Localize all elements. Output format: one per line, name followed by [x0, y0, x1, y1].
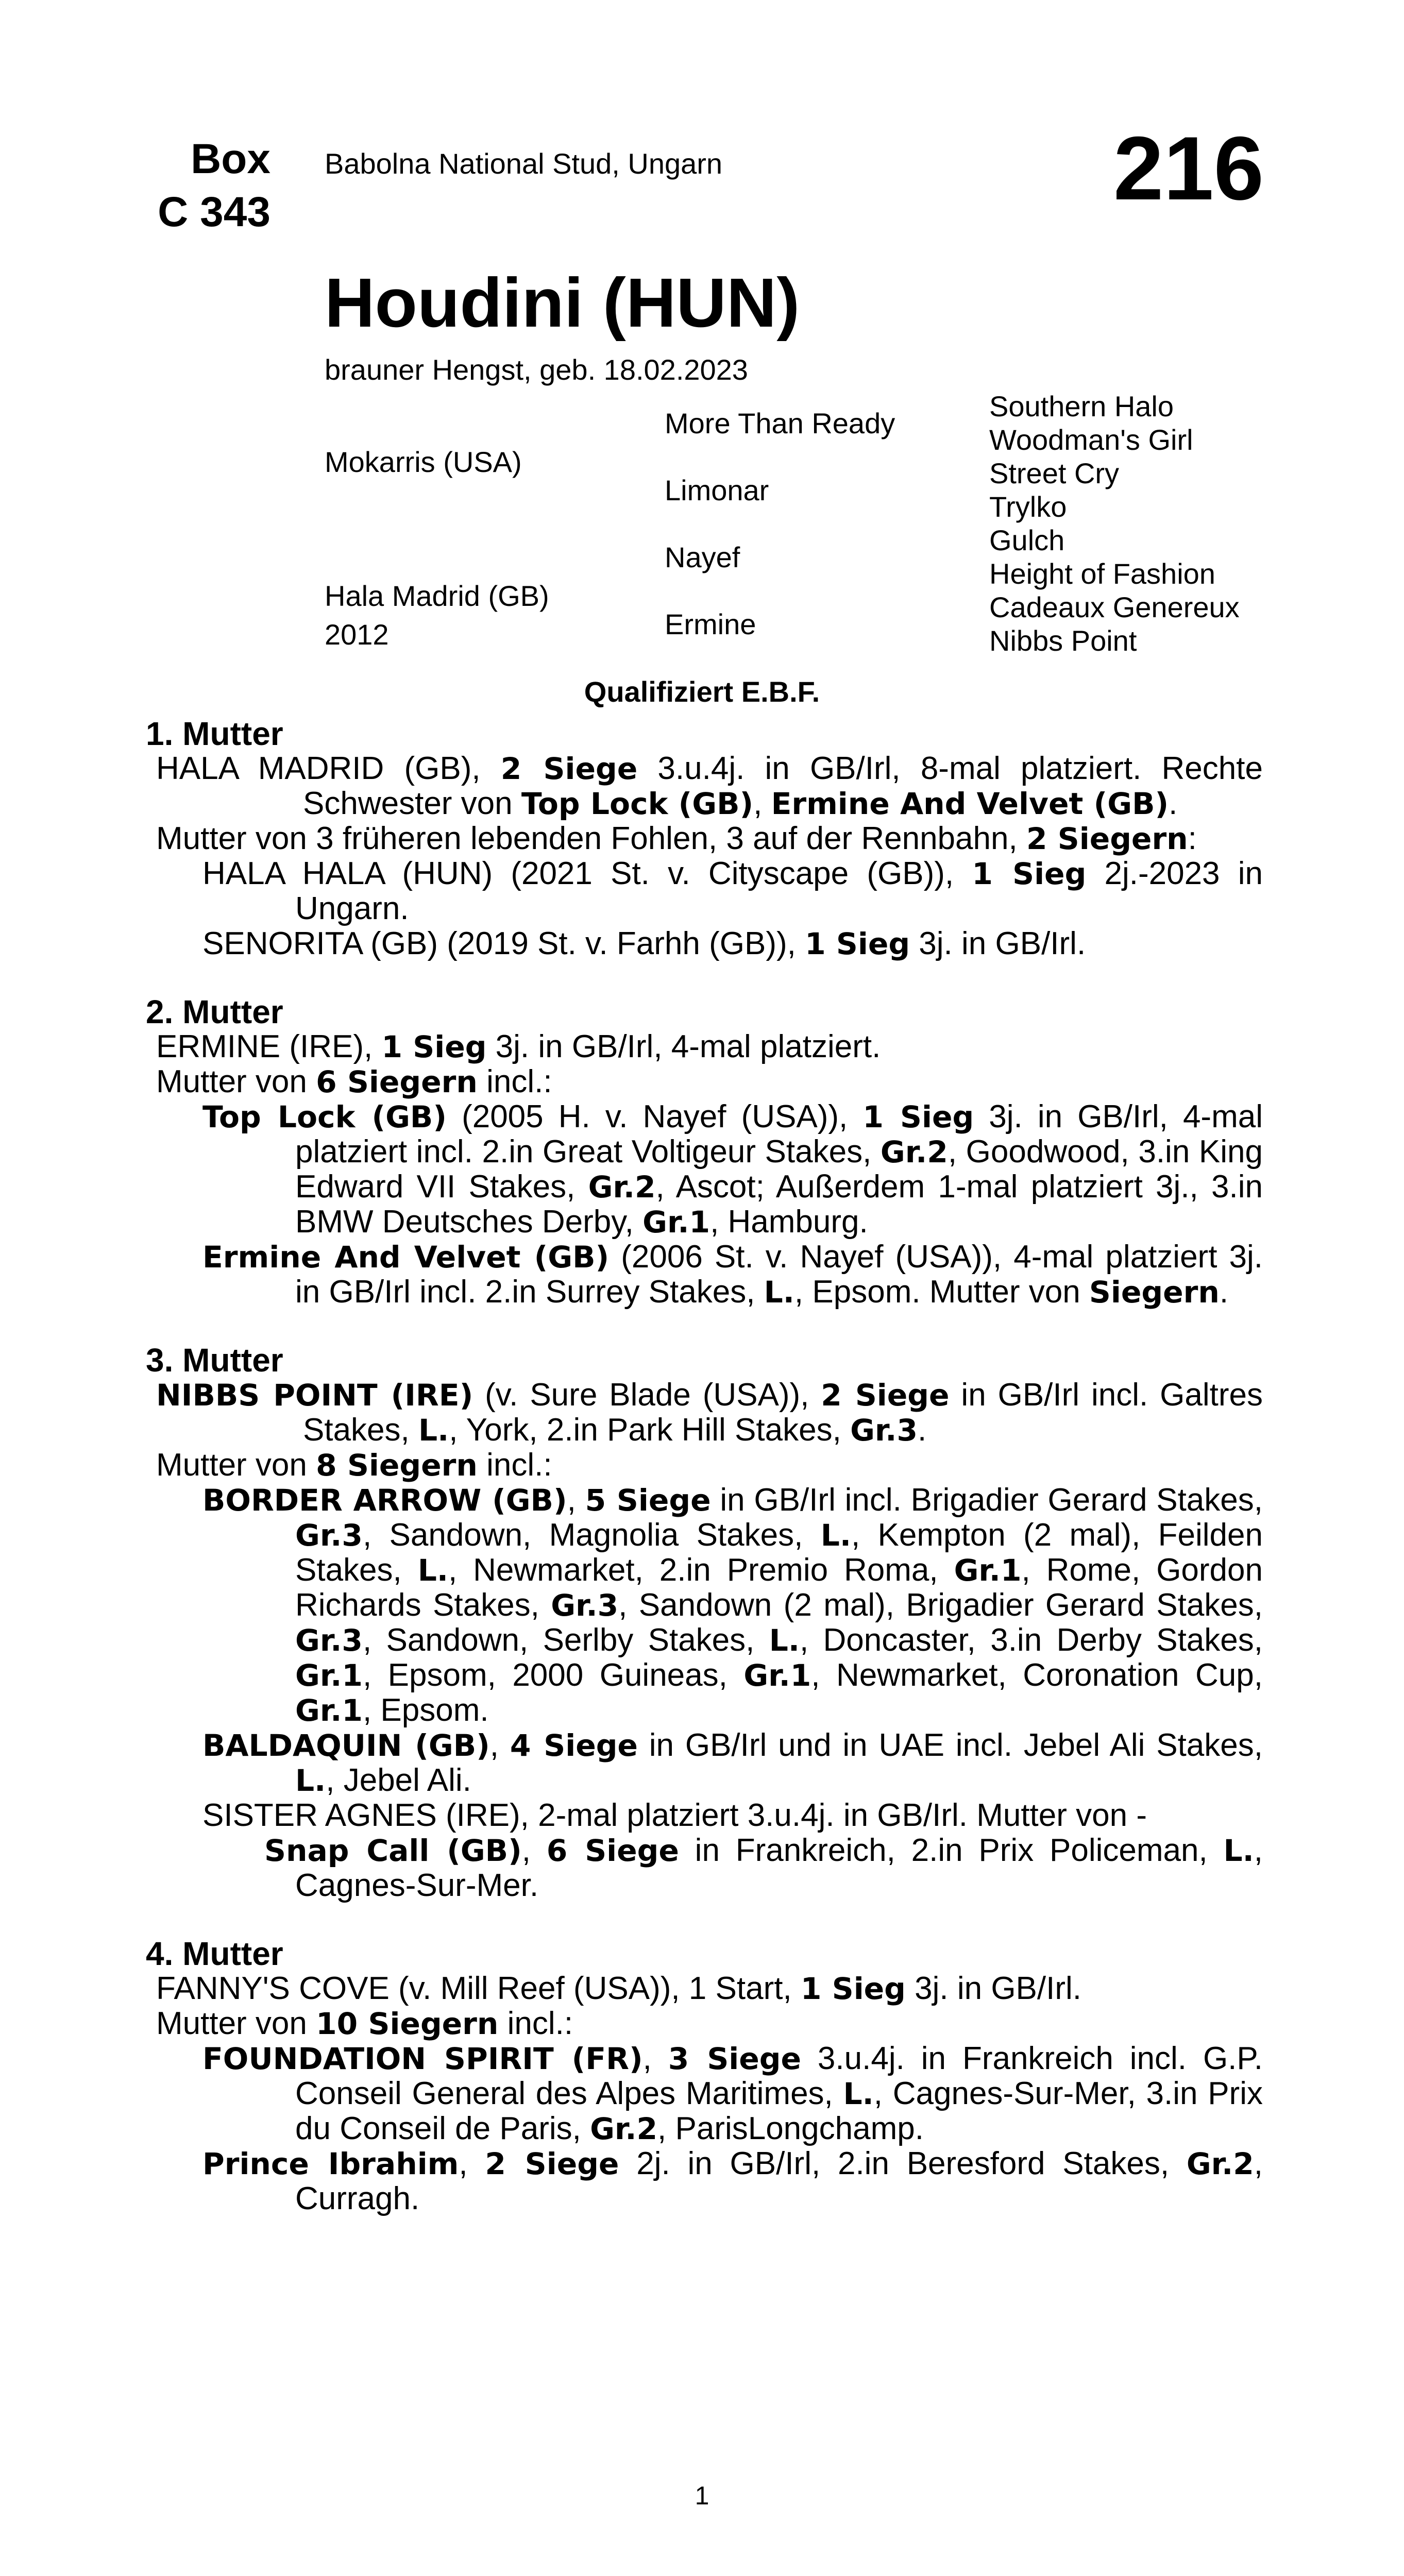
bold-run: Ermine And Velvet (GB) [202, 1240, 610, 1275]
bold-run: NIBBS POINT (IRE) [156, 1378, 473, 1413]
dam-entry [146, 1971, 1263, 2006]
text-run: (v. Sure Blade (USA)), [473, 1377, 821, 1413]
bold-run: Gr.1 [295, 1693, 363, 1728]
bold-run: 6 Siege [546, 1833, 679, 1868]
bold-run: Prince Ibrahim [202, 2146, 459, 2181]
text-run: , ParisLongchamp. [657, 2111, 924, 2146]
bold-run: 1 Sieg [862, 1099, 974, 1134]
bold-run: Siegern [1089, 1275, 1220, 1310]
pedigree-dam-year: 2012 [325, 618, 389, 651]
text-run: FANNY'S COVE (v. Mill Reef (USA)), 1 Start, [156, 1971, 801, 2006]
pedigree-sire-dam: Limonar [665, 474, 769, 506]
bold-run: Gr.2 [1186, 2146, 1254, 2181]
text-run: , Sandown, Magnolia Stakes, [362, 1517, 821, 1553]
bold-run: 1 Sieg [381, 1029, 487, 1064]
offspring-entry [146, 1798, 1263, 1833]
text-run: , Cagnes-Sur-Mer, 3.in Prix du Conseil de Paris, [295, 2076, 1263, 2146]
pedigree-g3-8: Nibbs Point [989, 624, 1137, 657]
dam-entry [146, 1378, 1263, 1448]
text-run: , Ascot; Außerdem 1-mal platziert 3j., 3.in BMW Deutsches Derby, [295, 1169, 1263, 1240]
box-number: C 343 [158, 188, 270, 235]
bold-run: Gr.3 [850, 1413, 918, 1448]
text-run: , Rome, Gordon Richards Stakes, [295, 1552, 1263, 1623]
dam-entry [146, 1448, 1263, 1483]
bold-run: 1 Sieg [972, 856, 1087, 891]
bold-run: 4 Siege [510, 1728, 638, 1763]
text-run: SISTER AGNES (IRE), 2-mal platziert 3.u.4j. in GB/Irl. Mutter von - [202, 1798, 1147, 1833]
offspring-entry [146, 2146, 1263, 2216]
qualification: Qualifiziert E.B.F. [584, 675, 820, 708]
pedigree-g3-4: Trylko [989, 490, 1067, 523]
pedigree-g3-5: Gulch [989, 524, 1065, 556]
text-run: , Epsom. [362, 1692, 489, 1728]
bold-run: 5 Siege [585, 1483, 711, 1518]
bold-run: 8 Siegern [316, 1448, 478, 1483]
pedigree-g3-7: Cadeaux Genereux [989, 591, 1240, 623]
bold-run: Gr.2 [880, 1134, 948, 1170]
text-run: , Sandown (2 mal), Brigadier Gerard Stakes, [618, 1587, 1263, 1623]
text-run: (2005 H. v. Nayef (USA)), [446, 1099, 863, 1134]
text-run: . [1219, 1274, 1229, 1310]
text-run: , [753, 786, 771, 821]
box-label [158, 133, 270, 239]
bold-run: Top Lock (GB) [202, 1099, 447, 1134]
bold-run: Gr.1 [954, 1553, 1022, 1588]
text-run: , Epsom, 2000 Guineas, [362, 1657, 744, 1693]
pedigree-g3-1: Southern Halo [989, 390, 1174, 422]
lot-number: 216 [1113, 118, 1264, 219]
offspring-entry [146, 1099, 1263, 1240]
bold-run: 1 Sieg [805, 926, 910, 961]
section-heading: 1. Mutter [146, 715, 283, 752]
page-number: 1 [695, 2481, 709, 2510]
text-run: HALA HALA (HUN) (2021 St. v. Cityscape (GB)), [202, 856, 972, 891]
breeder: Babolna National Stud, Ungarn [325, 147, 723, 180]
horse-name: Houdini (HUN) [325, 264, 800, 342]
offspring-entry [146, 1240, 1263, 1310]
text-run: 3j. in GB/Irl. [905, 1971, 1081, 2006]
bold-run: Snap Call (GB) [264, 1833, 522, 1868]
text-run: in GB/Irl und in UAE incl. Jebel Ali Stakes, [637, 1727, 1263, 1763]
text-run: ERMINE (IRE), [156, 1029, 382, 1064]
text-run: in Frankreich, 2.in Prix Policeman, [679, 1833, 1224, 1868]
dam-section [146, 716, 1263, 961]
text-run: Mutter von 3 früheren lebenden Fohlen, 3 auf der Rennbahn, [156, 821, 1026, 856]
box-word: Box [191, 135, 270, 182]
text-run: , [459, 2146, 485, 2181]
offspring-entry [146, 856, 1263, 926]
text-run: , Kempton (2 mal), Feilden Stakes, [295, 1517, 1263, 1588]
bold-run: L. [764, 1275, 794, 1310]
bold-run: 2 Siege [821, 1378, 950, 1413]
text-run: . [1169, 786, 1178, 821]
text-run: 3j. in GB/Irl, 4-mal platziert. [486, 1029, 881, 1064]
text-run: , Hamburg. [710, 1204, 868, 1240]
text-run: , Newmarket, Coronation Cup, [811, 1657, 1263, 1693]
text-run: Mutter von [156, 1447, 316, 1483]
bold-run: FOUNDATION SPIRIT (FR) [202, 2041, 643, 2076]
text-run: , Jebel Ali. [326, 1762, 471, 1798]
bold-run: Gr.3 [295, 1518, 363, 1553]
bold-run: Gr.1 [295, 1658, 363, 1693]
text-run: 3j. in GB/Irl, 4-mal platziert incl. 2.in Great Voltigeur Stakes, [295, 1099, 1263, 1170]
dam-entry [146, 1029, 1263, 1064]
bold-run: L. [295, 1763, 326, 1798]
text-run: , [567, 1482, 585, 1518]
bold-run: 2 Siege [500, 751, 638, 786]
text-run: , [642, 2041, 668, 2076]
bold-run: Gr.2 [588, 1170, 656, 1205]
dam-entry [146, 821, 1263, 856]
dam-entry [146, 1064, 1263, 1099]
bold-run: Gr.1 [743, 1658, 811, 1693]
text-run: incl.: [498, 2006, 573, 2041]
text-run: , Cagnes-Sur-Mer. [295, 1833, 1263, 1903]
text-run: (2006 St. v. Nayef (USA)), 4-mal platziert 3j. in GB/Irl incl. 2.in Surrey Stakes, [295, 1239, 1263, 1310]
bold-run: 6 Siegern [316, 1064, 478, 1099]
pedigree-dam-dam: Ermine [665, 608, 756, 640]
text-run: incl.: [477, 1447, 552, 1483]
text-run: , Epsom. Mutter von [794, 1274, 1089, 1310]
dam-section [146, 1936, 1263, 2216]
text-run: 3.u.4j. in Frankreich incl. G.P. Conseil General des Alpes Maritimes, [295, 2041, 1263, 2111]
text-run: Mutter von [156, 1064, 316, 1099]
bold-run: Gr.3 [295, 1623, 363, 1658]
pedigree-sire: Mokarris (USA) [325, 446, 522, 478]
bold-run: L. [418, 1413, 449, 1448]
text-run: , Sandown, Serlby Stakes, [362, 1622, 769, 1658]
family-text [146, 716, 1263, 2249]
bold-run: BALDAQUIN (GB) [202, 1728, 490, 1763]
text-run: : [1188, 821, 1197, 856]
text-run: incl.: [477, 1064, 552, 1099]
bold-run: 10 Siegern [316, 2006, 499, 2041]
text-run: in GB/Irl incl. Brigadier Gerard Stakes, [711, 1482, 1263, 1518]
text-run: 2j.-2023 in Ungarn. [295, 856, 1263, 926]
offspring-entry [146, 926, 1263, 961]
pedigree-g3-2: Woodman's Girl [989, 423, 1193, 456]
pedigree-g3-6: Height of Fashion [989, 557, 1215, 590]
pedigree-g3-3: Street Cry [989, 457, 1120, 489]
bold-run: L. [769, 1623, 800, 1658]
text-run: , Newmarket, 2.in Premio Roma, [448, 1552, 954, 1588]
bold-run: Ermine And Velvet (GB) [771, 786, 1169, 821]
text-run: , [521, 1833, 547, 1868]
bold-run: L. [843, 2076, 874, 2111]
text-run: , Goodwood, 3.in King Edward VII Stakes, [295, 1134, 1263, 1205]
bold-run: BORDER ARROW (GB) [202, 1483, 567, 1518]
bold-run: L. [1223, 1833, 1254, 1868]
text-run: SENORITA (GB) (2019 St. v. Farhh (GB)), [202, 926, 805, 961]
text-run: 2j. in GB/Irl, 2.in Beresford Stakes, [619, 2146, 1187, 2181]
bold-run: Top Lock (GB) [521, 786, 754, 821]
offspring-entry [146, 1728, 1263, 1798]
bold-run: Gr.2 [590, 2111, 658, 2146]
bold-run: Gr.1 [642, 1205, 711, 1240]
bold-run: Gr.3 [551, 1588, 619, 1623]
text-run: HALA MADRID (GB), [156, 751, 501, 786]
text-run: Mutter von [156, 2006, 316, 2041]
dam-section [146, 1343, 1263, 1903]
text-run: in GB/Irl incl. Galtres Stakes, [303, 1377, 1263, 1448]
pedigree-sire-sire: More Than Ready [665, 407, 895, 439]
text-run: 3.u.4j. in GB/Irl, 8-mal platziert. Rechte Schwester von [303, 751, 1263, 821]
dam-entry [146, 2006, 1263, 2041]
bold-run: 1 Sieg [800, 1971, 906, 2006]
section-heading: 4. Mutter [146, 1935, 283, 1972]
text-run: 3j. in GB/Irl. [910, 926, 1086, 961]
bold-run: 2 Siege [485, 2146, 619, 2181]
bold-run: L. [820, 1518, 851, 1553]
bold-run: 3 Siege [668, 2041, 801, 2076]
pedigree-dam-sire: Nayef [665, 541, 740, 573]
text-run: , Curragh. [295, 2146, 1263, 2216]
pedigree-dam: Hala Madrid (GB) [325, 580, 549, 612]
offspring-entry [146, 2041, 1263, 2146]
offspring-entry [146, 1483, 1263, 1728]
text-run: , York, 2.in Park Hill Stakes, [449, 1412, 851, 1448]
offspring-entry [146, 1833, 1263, 1903]
text-run: . [918, 1412, 927, 1448]
section-heading: 3. Mutter [146, 1342, 283, 1379]
text-run: , Doncaster, 3.in Derby Stakes, [799, 1622, 1263, 1658]
bold-run: 2 Siegern [1026, 821, 1188, 856]
bold-run: L. [417, 1553, 448, 1588]
horse-description: brauner Hengst, geb. 18.02.2023 [325, 353, 748, 386]
text-run: , [489, 1727, 510, 1763]
dam-entry [146, 751, 1263, 821]
section-heading: 2. Mutter [146, 993, 283, 1030]
dam-section [146, 994, 1263, 1310]
